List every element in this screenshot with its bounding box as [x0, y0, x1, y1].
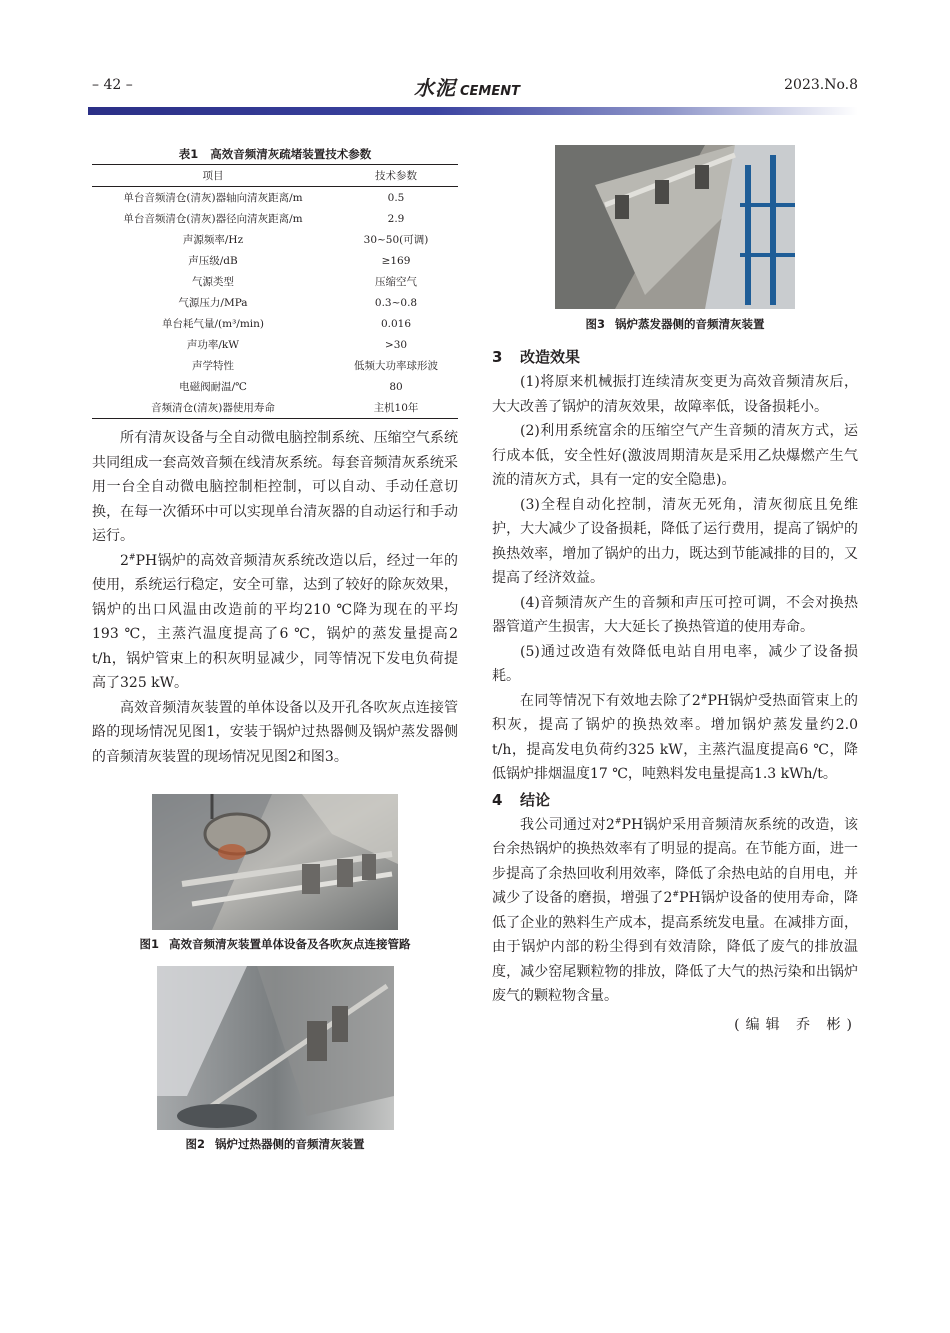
table-row	[92, 355, 458, 376]
table-caption	[92, 146, 458, 162]
section-4-heading: 4 结论	[492, 790, 551, 809]
figure-1-caption: 图1 高效音频清灰装置单体设备及各吹灰点连接管路	[139, 937, 411, 951]
table-cell: 气源类型	[192, 276, 234, 288]
table-cell: 单台耗气量/(m³/min)	[161, 318, 264, 330]
table-cell: ≥169	[381, 254, 411, 267]
issue-number: 2023.No.8	[784, 77, 858, 93]
paragraph: (5)通过改造有效降低电站自用电率，减少了设备损耗。	[492, 643, 858, 684]
figure-3-image	[555, 145, 795, 309]
table-row	[92, 334, 458, 355]
figure-1-photo	[152, 794, 398, 930]
right-column-text	[492, 344, 858, 1037]
journal-name-cn: 水泥	[414, 76, 456, 100]
table-row	[92, 250, 458, 271]
figure-2-photo	[157, 966, 394, 1130]
table-title: 高效音频清灰疏堵装置技术参数	[210, 147, 372, 161]
table-row	[92, 208, 458, 229]
table-row	[92, 271, 458, 292]
table-cell: 声源频率/Hz	[182, 234, 244, 246]
table-cell: 单台音频清仓(清灰)器径向清灰距离/m	[123, 213, 303, 225]
table-cell: 0.3~0.8	[374, 296, 418, 309]
paragraph: 所有清灰设备与全自动微电脑控制系统、压缩空气系统共同组成一套高效音频在线清灰系统。每套音频清灰系统采用一台全自动微电脑控制柜控制，可以自动、手动任意切换，在每一次循环中可以实现单台清灰器的自动运行和手动运行。	[92, 430, 458, 544]
table-cell: 80	[389, 380, 403, 393]
table-cell: 低频大功率球形波	[354, 360, 438, 372]
paragraph: (3)全程自动化控制，清灰无死角，清灰彻底且免维护，大大减少了设备损耗，降低了运行费用，提高了锅炉的换热效率，增加了锅炉的出力，既达到节能减排的目的，又提高了经济效益。	[492, 496, 858, 586]
table-cell: 单台音频清仓(清灰)器轴向清灰距离/m	[123, 192, 303, 204]
editor-credit: (编辑 乔 彬)	[734, 1016, 858, 1033]
journal-logo	[414, 72, 520, 101]
table-cell: 2.9	[387, 212, 405, 225]
table-header-item: 项目	[92, 165, 334, 187]
paragraph: (4)音频清灰产生的音频和声压可控可调，不会对换热器管道产生损害，大大延长了换热管道的使用寿命。	[492, 594, 858, 635]
journal-name-en: CEMENT	[460, 84, 520, 99]
table-cell: 声功率/kW	[186, 339, 240, 351]
table-cell: >30	[384, 338, 408, 351]
table-header-row	[92, 165, 458, 187]
table-cell: 气源压力/MPa	[178, 297, 248, 309]
table-cell: 30~50(可调)	[363, 234, 429, 246]
table-row	[92, 313, 458, 334]
table-cell: 0.5	[387, 191, 405, 204]
table-header-value: 技术参数	[334, 165, 458, 187]
table-cell: 声压级/dB	[188, 255, 238, 267]
table-cell: 压缩空气	[375, 276, 417, 288]
table-cell: 主机10年	[334, 397, 458, 419]
figure-3-photo	[555, 145, 795, 309]
header-rule	[88, 107, 858, 115]
table-cell: 0.016	[380, 317, 412, 330]
paragraph: (1)将原来机械振打连续清灰变更为高效音频清灰后，大大改善了锅炉的清灰效果，故障率低，设备损耗小。	[492, 374, 858, 415]
paragraph: (2)利用系统富余的压缩空气产生音频的清灰方式，运行成本低，安全性好(激波周期清灰是采用乙炔爆燃产生气流的清灰方式，具有一定的安全隐患)。	[492, 423, 858, 488]
table-cell: 音频清仓(清灰)器使用寿命	[92, 397, 334, 419]
figure-3-caption: 图3 锅炉蒸发器侧的音频清灰装置	[585, 317, 765, 331]
paragraph: 我公司通过对2#PH锅炉采用音频清灰系统的改造，该台余热锅炉的换热效率有了明显的提高。在节能方面，进一步提高了余热回收利用效率，降低了余热电站的自用电，并减少了设备的磨损，增强了2#PH锅炉设备的使用寿命，降低了企业的熟料生产成本，提高系统发电量。在减排方面，由于锅炉内部的粉尘得到有效清除，降低了废气的排放温度，减少窑尾颗粒物的排放，降低了大气的热污染和出锅炉废气的颗粒物含量。	[492, 815, 858, 1004]
figure-2-image	[157, 966, 394, 1130]
paragraph: 在同等情况下有效地去除了2#PH锅炉受热面管束上的积灰，提高了锅炉的换热效率。增加锅炉蒸发量约2.0 t/h，提高发电负荷约325 kW，主蒸汽温度提高6 ℃，降低锅炉排烟温度17 ℃，吨熟料发电量提高1.3 kWh/t。	[492, 691, 858, 782]
table-cell: 电磁阀耐温/℃	[179, 381, 247, 393]
paragraph: 高效音频清灰装置的单体设备以及开孔各吹灰点连接管路的现场情况见图1，安装于锅炉过热器侧及锅炉蒸发器侧的音频清灰装置的现场情况见图2和图3。	[92, 699, 458, 765]
paragraph: 2#PH锅炉的高效音频清灰系统改造以后，经过一年的使用，系统运行稳定，安全可靠，达到了较好的除灰效果，锅炉的出口风温由改造前的平均210 ℃降为现在的平均193 ℃，主蒸汽温度提高了6 ℃，锅炉的蒸发量提高2 t/h，锅炉管束上的积灰明显减少，同等情况下发电负荷提高了325 kW。	[92, 551, 458, 691]
figure-1-image	[152, 794, 398, 930]
section-3-heading: 3 改造效果	[492, 348, 581, 366]
page-number: – 42 –	[92, 77, 133, 93]
left-column-text	[92, 426, 458, 769]
figure-2-caption: 图2 锅炉过热器侧的音频清灰装置	[185, 1137, 365, 1151]
table-row	[92, 376, 458, 397]
table-row	[92, 229, 458, 250]
table-row	[92, 397, 458, 419]
table-row	[92, 292, 458, 313]
table-row	[92, 187, 458, 209]
table-label: 表1	[178, 147, 199, 161]
table-cell: 声学特性	[192, 360, 234, 372]
parameters-table	[92, 164, 458, 419]
